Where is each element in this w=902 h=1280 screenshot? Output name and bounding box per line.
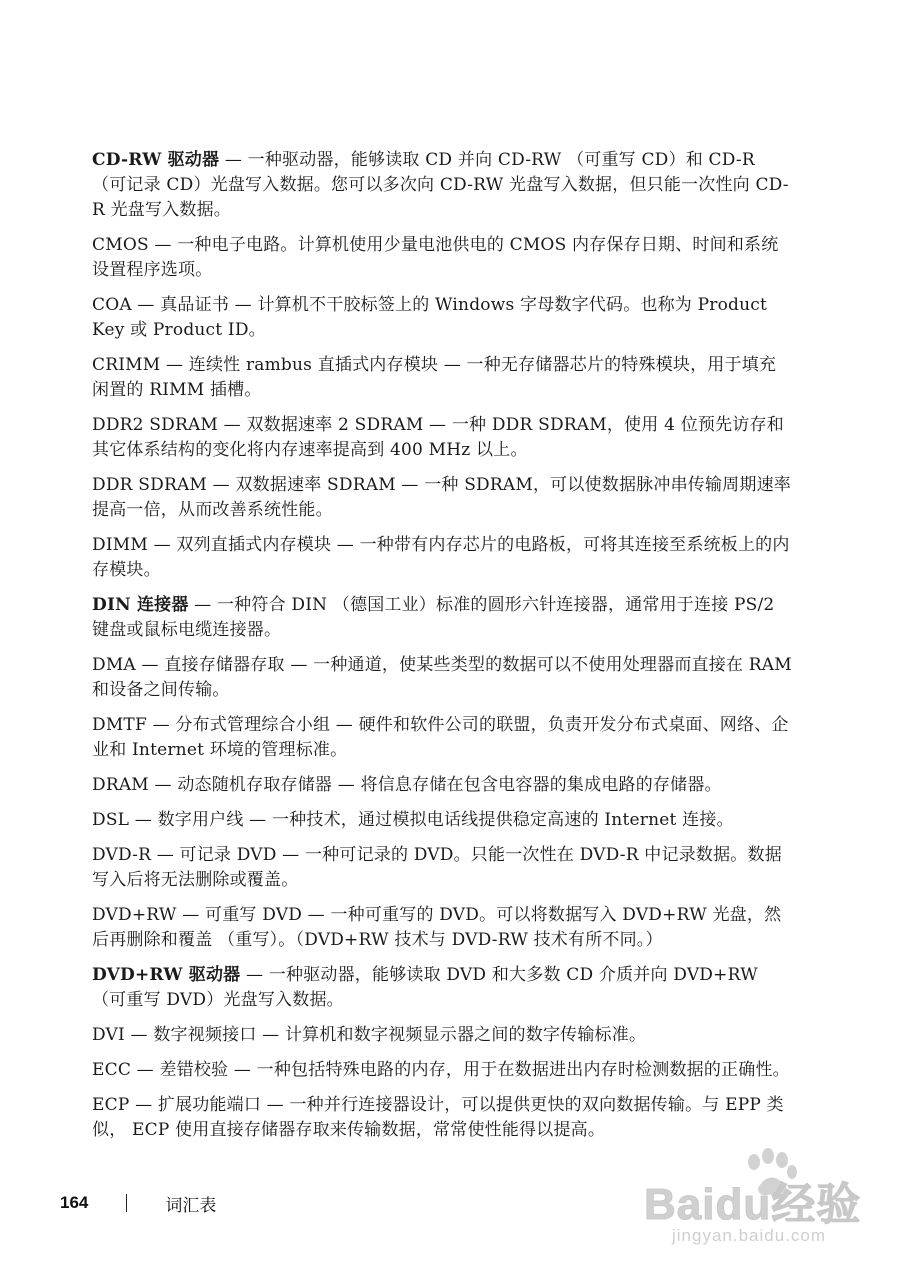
watermark-brand: Baidu经验 [644, 1180, 862, 1229]
glossary-entry-crimm [92, 353, 792, 403]
watermark-url: jingyan.baidu.com [672, 1226, 827, 1245]
glossary-definition: — 数字视频接口 — 计算机和数字视频显示器之间的数字传输标准。 [124, 1025, 647, 1045]
glossary-entry-dsl [92, 808, 792, 833]
glossary-term: CRIMM [92, 355, 161, 375]
glossary-term: DVD+RW [92, 905, 177, 925]
glossary-entry-cd-rw-drive [92, 148, 792, 223]
glossary-term: DMTF [92, 715, 147, 735]
baidu-watermark [644, 1148, 884, 1258]
glossary-term: DVD+RW 驱动器 [92, 965, 241, 985]
glossary-definition: — 一种电子电路。计算机使用少量电池供电的 CMOS 内存保存日期、时间和系统设置程序选项。 [92, 235, 779, 280]
glossary-definition: — 分布式管理综合小组 — 硬件和软件公司的联盟，负责开发分布式桌面、网络、企业和 Internet 环境的管理标准。 [92, 715, 789, 760]
glossary-term: DIMM [92, 535, 148, 555]
glossary-term: DVI [92, 1025, 125, 1045]
glossary-entry-dvd-plus-rw [92, 903, 792, 953]
glossary-content [92, 148, 792, 1153]
glossary-entry-dmtf [92, 713, 792, 763]
glossary-entry-dvi [92, 1023, 792, 1048]
glossary-definition: — 差错校验 — 一种包括特殊电路的内存，用于在数据进出内存时检测数据的正确性。 [131, 1060, 790, 1080]
glossary-entry-ecc [92, 1058, 792, 1083]
glossary-definition: — 双数据速率 SDRAM — 一种 SDRAM，可以使数据脉冲串传输周期速率提高一倍，从而改善系统性能。 [92, 475, 791, 520]
glossary-definition: — 双列直插式内存模块 — 一种带有内存芯片的电路板，可将其连接至系统板上的内存模块。 [92, 535, 790, 580]
glossary-term: COA [92, 295, 132, 315]
glossary-term: DSL [92, 810, 130, 830]
glossary-entry-ddr2-sdram [92, 413, 792, 463]
footer-divider [126, 1194, 127, 1212]
glossary-entry-ddr-sdram [92, 473, 792, 523]
glossary-definition: — 一种驱动器，能够读取 DVD 和大多数 CD 介质并向 DVD+RW （可重写 DVD）光盘写入数据。 [92, 965, 758, 1010]
glossary-entry-coa [92, 293, 792, 343]
page-footer [60, 1188, 216, 1218]
glossary-entry-dvd-plus-rw-drive [92, 963, 792, 1013]
glossary-term: DVD-R [92, 845, 152, 865]
page-number: 164 [60, 1193, 89, 1212]
glossary-definition: — 一种符合 DIN （德国工业）标准的圆形六针连接器，通常用于连接 PS/2 键盘或鼠标电缆连接器。 [92, 595, 775, 640]
glossary-definition: — 动态随机存取存储器 — 将信息存储在包含电容器的集成电路的存储器。 [148, 775, 722, 795]
glossary-term: CMOS [92, 235, 149, 255]
glossary-definition: — 连续性 rambus 直插式内存模块 — 一种无存储器芯片的特殊模块，用于填充闲置的 RIMM 插槽。 [92, 355, 777, 400]
glossary-entry-dma [92, 653, 792, 703]
glossary-definition: — 数字用户线 — 一种技术，通过模拟电话线提供稳定高速的 Internet 连接。 [129, 810, 734, 830]
glossary-definition: — 直接存储器存取 — 一种通道，使某些类型的数据可以不使用处理器而直接在 RAM 和设备之间传输。 [92, 655, 792, 700]
glossary-term: DMA [92, 655, 136, 675]
glossary-definition: — 双数据速率 2 SDRAM — 一种 DDR SDRAM，使用 4 位预先访存和其它体系结构的变化将内存速率提高到 400 MHz 以上。 [92, 415, 784, 460]
glossary-entry-din-connector [92, 593, 792, 643]
glossary-definition: — 真品证书 — 计算机不干胶标签上的 Windows 字母数字代码。也称为 Product Key 或 Product ID。 [92, 295, 767, 340]
glossary-definition: — 可记录 DVD — 一种可记录的 DVD。只能一次性在 DVD-R 中记录数据。数据写入后将无法删除或覆盖。 [92, 845, 782, 890]
glossary-term: DRAM [92, 775, 149, 795]
glossary-term: CD-RW 驱动器 [92, 150, 220, 170]
glossary-term: ECC [92, 1060, 132, 1080]
glossary-entry-cmos [92, 233, 792, 283]
glossary-term: DDR SDRAM [92, 475, 208, 495]
glossary-entry-dimm [92, 533, 792, 583]
glossary-definition: — 一种驱动器，能够读取 CD 并向 CD-RW （可重写 CD）和 CD-R （可记录 CD）光盘写入数据。您可以多次向 CD-RW 光盘写入数据，但只能一次性向 CD-R 光盘写入数据。 [92, 150, 789, 220]
glossary-definition: — 扩展功能端口 — 一种并行连接器设计，可以提供更快的双向数据传输。与 EPP 类似， ECP 使用直接存储器存取来传输数据，常常使性能得以提高。 [92, 1095, 784, 1140]
glossary-term: ECP [92, 1095, 130, 1115]
glossary-entry-dvd-r [92, 843, 792, 893]
section-title: 词汇表 [165, 1195, 217, 1215]
glossary-term: DIN 连接器 [92, 595, 189, 615]
glossary-term: DDR2 SDRAM [92, 415, 219, 435]
glossary-entry-ecp [92, 1093, 792, 1143]
glossary-entry-dram [92, 773, 792, 798]
glossary-definition: — 可重写 DVD — 一种可重写的 DVD。可以将数据写入 DVD+RW 光盘，然后再删除和覆盖 （重写）。（DVD+RW 技术与 DVD-RW 技术有所不同。） [92, 905, 782, 950]
